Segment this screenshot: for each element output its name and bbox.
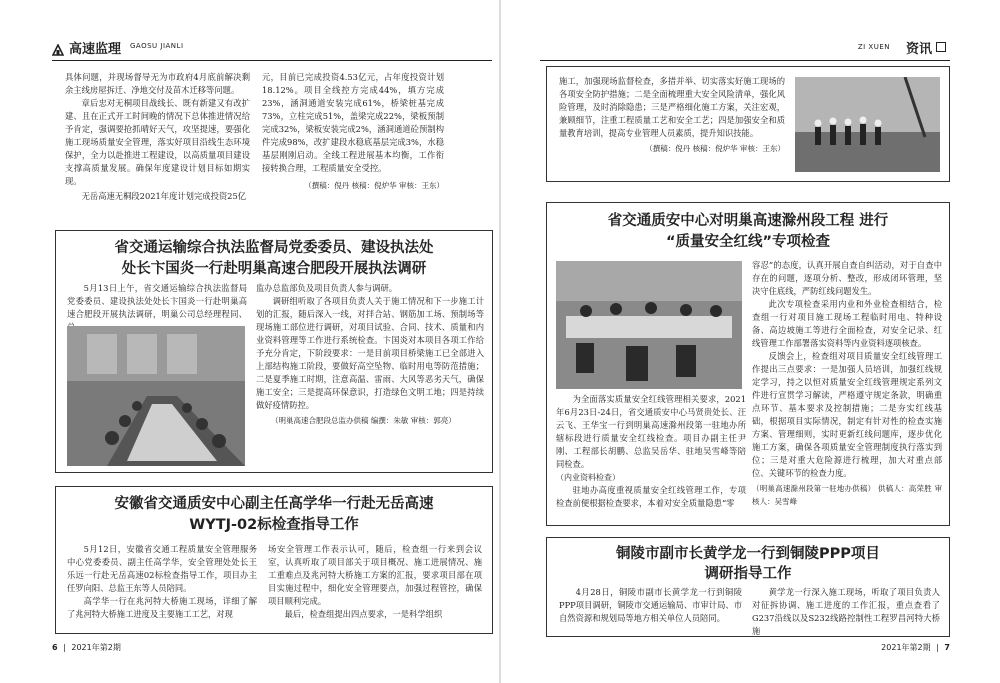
column-title: 资讯 <box>905 42 932 57</box>
article-intro: 5月13日上午，省交通运输综合执法监督局党委委员、建设执法处处长卞国炎一行赴明巢高速合肥段开展执法调研，明巢公司总经理程同、 <box>67 283 247 319</box>
left-header <box>52 38 492 58</box>
article-title-line1: 铜陵市副市长黄学龙一行到铜陵PPP项目 <box>616 546 880 562</box>
article-title-line2: WYTJ-02标检查指导工作 <box>189 517 359 533</box>
article-title-line2: 处长卞国炎一行赴明巢高速合肥段开展执法调研 <box>121 261 427 277</box>
issue-label: 2021年第2期 <box>71 643 121 652</box>
article-body-right: 容忍”的态度，认真开展自查自纠活动，对于自查中存在的问题，逐项分析、整改，形成闭环管理，坚决守住底线，严防红线问题发生。 此次专项检查采用内业和外业检查相结合，检查组一行对项目施工现场工程临时用电、特种设备、高边坡施工等进行全面检查，对安全记录、红线管理工作部署落实资料等内业资料逐项核查。 反馈会上，检查组对项目质量安全红线管理工作提出三点要求：一是加强人员培训，加强红线规定学习，持之以恒对质量安全红线管理规定系列文件进行宣贯学习解读，严格遵守规定条款，明确重点环节、基本要求及控制措施；二是夯实红线基础，根据项目实际情况，制定有针对性的检查实施方案、管理细则，实时更新红线问题库，逐步优化施工方案，确保各项质量安全管理制度执行落实到位；三是对重大危险源进行梳理，加大对重点部位、关键环节的检查力度。 （明巢高速滁州段第一驻地办供稿） 供稿人：高荣胜 审核人：吴雪峰 <box>752 260 942 506</box>
page-gutter <box>499 0 501 683</box>
article-box-inspection-wyt <box>55 486 493 634</box>
continuation-column-1: 具体问题，并现场督导无为市政府4月底前解决剩余主线房屋拆迁、净地交付及苗木迁移等问题。 章后忠对无桐项目战线长、既有新建又有改扩建、且在正式开工时间晚的情况下总体推进情况给予肯定，强调要抢抓晴好天气，攻坚提速，要强化施工现场质量安全管理，落实好项目沿线生态环境保护，全力以赴推进工程建设，以高质量项目建设支撑高质量发展。确保年度建设计划目标如期实现。 无岳高速无桐段2021年度计划完成投资25亿 <box>65 72 250 201</box>
article-title-line2: “质量安全红线”专项检查 <box>665 234 831 250</box>
photo-caption: （内业资料检查） <box>556 473 620 482</box>
article-body-col2: 场安全管理工作表示认可，随后，检查组一行来到会议室，认真听取了项目部关于项目概况、施工进展情况、施工重难点及兆河特大桥施工方案的汇报，要求项目部在项目实施过程中，细化安全管理要点，加强过程管控，确保项目顺利完成。 最后，检查组提出四点要求，一是科学组织 <box>268 544 482 619</box>
magazine-logo-icon <box>52 41 64 53</box>
page-number: 6 <box>52 643 58 652</box>
article-box-redline-inspection <box>546 202 950 526</box>
article-body: 监办总监部负及项目负责人参与调研。 调研组听取了各项目负责人关于施工情况和下一步施工计划的汇报，随后深入一线，对拌合站、钢筋加工场、预制场等现场施工部位进行调研，对项目试验、合同、技术、质量和内业资料管理等工作进行系统检查。卞国炎对本项目各项工作给予充分肯定，下阶段要求：一是目前项目桥梁施工已全部进入上部结构施工阶段，要做好高空坠物、临时用电等防范措施；二是夏季施工时期，注意高温、雷雨、大风等恶劣天气，确保施工安全；三是提高环保意识，打造绿色文明工地；四是持续做好疫情防控。 （明巢高速合肥段总监办供稿 编撰：朱敏 审核：郭亮） <box>256 283 484 425</box>
article-title-line1: 省交通质安中心对明巢高速滁州段工程 进行 <box>607 213 889 229</box>
document-review-photo-icon <box>556 261 742 389</box>
left-header-rule <box>52 60 492 61</box>
article-body-col1: 5月12日，安徽省交通工程质量安全管理服务中心党委委员、副主任高学华，安全管理处处长王乐远一行赴无岳高速02标检查指导工作，项目办主任罗向阳、总监王东等人员陪同。 高学华一行在兆河特大桥施工现场，详细了解了兆河特大桥施工进度及主要施工工艺，对现 <box>67 544 257 619</box>
article-box-ppp-project <box>546 537 950 637</box>
article-body-left: 为全面落实质量安全红线管理相关要求，2021年6月23日-24日，省交通质安中心马贤贵处长、汪云飞、王华宝一行到明巢高速滁州段第一驻地办所辖标段进行质量安全红线检查。项目办副主任尹刚、工程部长胡鹏、总监吴岳华、驻地吴雪峰等陪同检查。 （内业资料检查） 驻地办高度重视质量安全红线管理工作，专项检查前便根据检查要求，本着对安全质量隐患“零 <box>556 394 746 508</box>
left-footer: 6 | 2021年第2期 <box>52 643 121 652</box>
page-number: 7 <box>944 643 950 652</box>
article-title-line1: 安徽省交通质安中心副主任高学华一行赴无岳高速 <box>114 496 434 512</box>
byline: （撰稿：倪丹 核稿：倪炉华 审核：王东） <box>304 181 444 190</box>
right-footer: 2021年第2期 | 7 <box>881 643 950 652</box>
construction-site-photo-icon <box>795 77 940 172</box>
issue-label: 2021年第2期 <box>881 643 931 652</box>
byline: （明巢高速滁州段第一驻地办供稿） 供稿人：高荣胜 审核人：吴雪峰 <box>752 484 942 506</box>
column-marker-icon <box>936 42 946 52</box>
article-body-col1: 4月28日，铜陵市副市长黄学龙一行到铜陵PPP项目调研，铜陵市交通运输局、市审计局、市自然资源和规划局等地方相关单位人员陪同。 <box>559 587 742 623</box>
article-title-line1: 省交通运输综合执法监督局党委委员、建设执法处 <box>114 240 434 256</box>
article-box-continuation <box>546 66 950 182</box>
site-inspection-photo <box>795 77 940 172</box>
byline: （撰稿：倪丹 核稿：倪炉华 审核：王东） <box>645 144 785 153</box>
article-box-enforcement-survey <box>55 230 493 473</box>
magazine-subtitle: GAOSU JIANLI <box>130 42 184 50</box>
article-body-col2: 黄学龙一行深入施工现场，听取了项目负责人对征拆协调、施工进度的工作汇报，重点查看了G237沿线以及S232线路控制性工程罗昌河特大桥施 <box>752 587 940 636</box>
meeting-room-photo-icon <box>67 326 245 466</box>
magazine-title: 高速监理 <box>69 42 122 57</box>
document-check-photo <box>556 261 742 389</box>
continuation-body: 施工，加强现场监督检查，多措并举、切实落实好施工现场的各项安全防护措施；二是全面梳理重大安全风险清单，强化风险管理，及时消除隐患；三是严格细化施工方案，关注宏观，兼顾细节，注重工程质量工艺和安全工艺；四是加强安全和质量教育培训，提高专业管理人员素质，提升知识技能。 （撰稿：倪丹 核稿：倪炉华 审核：王东） <box>559 76 785 153</box>
meeting-photo <box>67 326 245 466</box>
continuation-column-2: 元，目前已完成投资4.53亿元，占年度投资计划18.12%。项目全线控方完成44%，填方完成23%，涵洞通道安装完成61%，桥梁桩基完成73%，立柱完成51%，盖梁完成22%，梁板预制完成32%，梁板安装完成2%，涵洞通道砼预制构件完成98%，改扩建段水稳底基层完成3%，水稳基层刚刚启动。全线工程进展基本均衡，工作衔接转换合理，工程质量安全受控。 （撰稿：倪丹 核稿：倪炉华 审核：王东） <box>262 72 444 190</box>
column-subtitle: ZI XUEN <box>857 43 890 51</box>
byline: （明巢高速合肥段总监办供稿 编撰：朱敏 审核：郭亮） <box>271 416 456 425</box>
article-title-line2: 调研指导工作 <box>704 566 792 582</box>
right-header-rule <box>540 60 950 61</box>
right-header <box>760 38 950 58</box>
